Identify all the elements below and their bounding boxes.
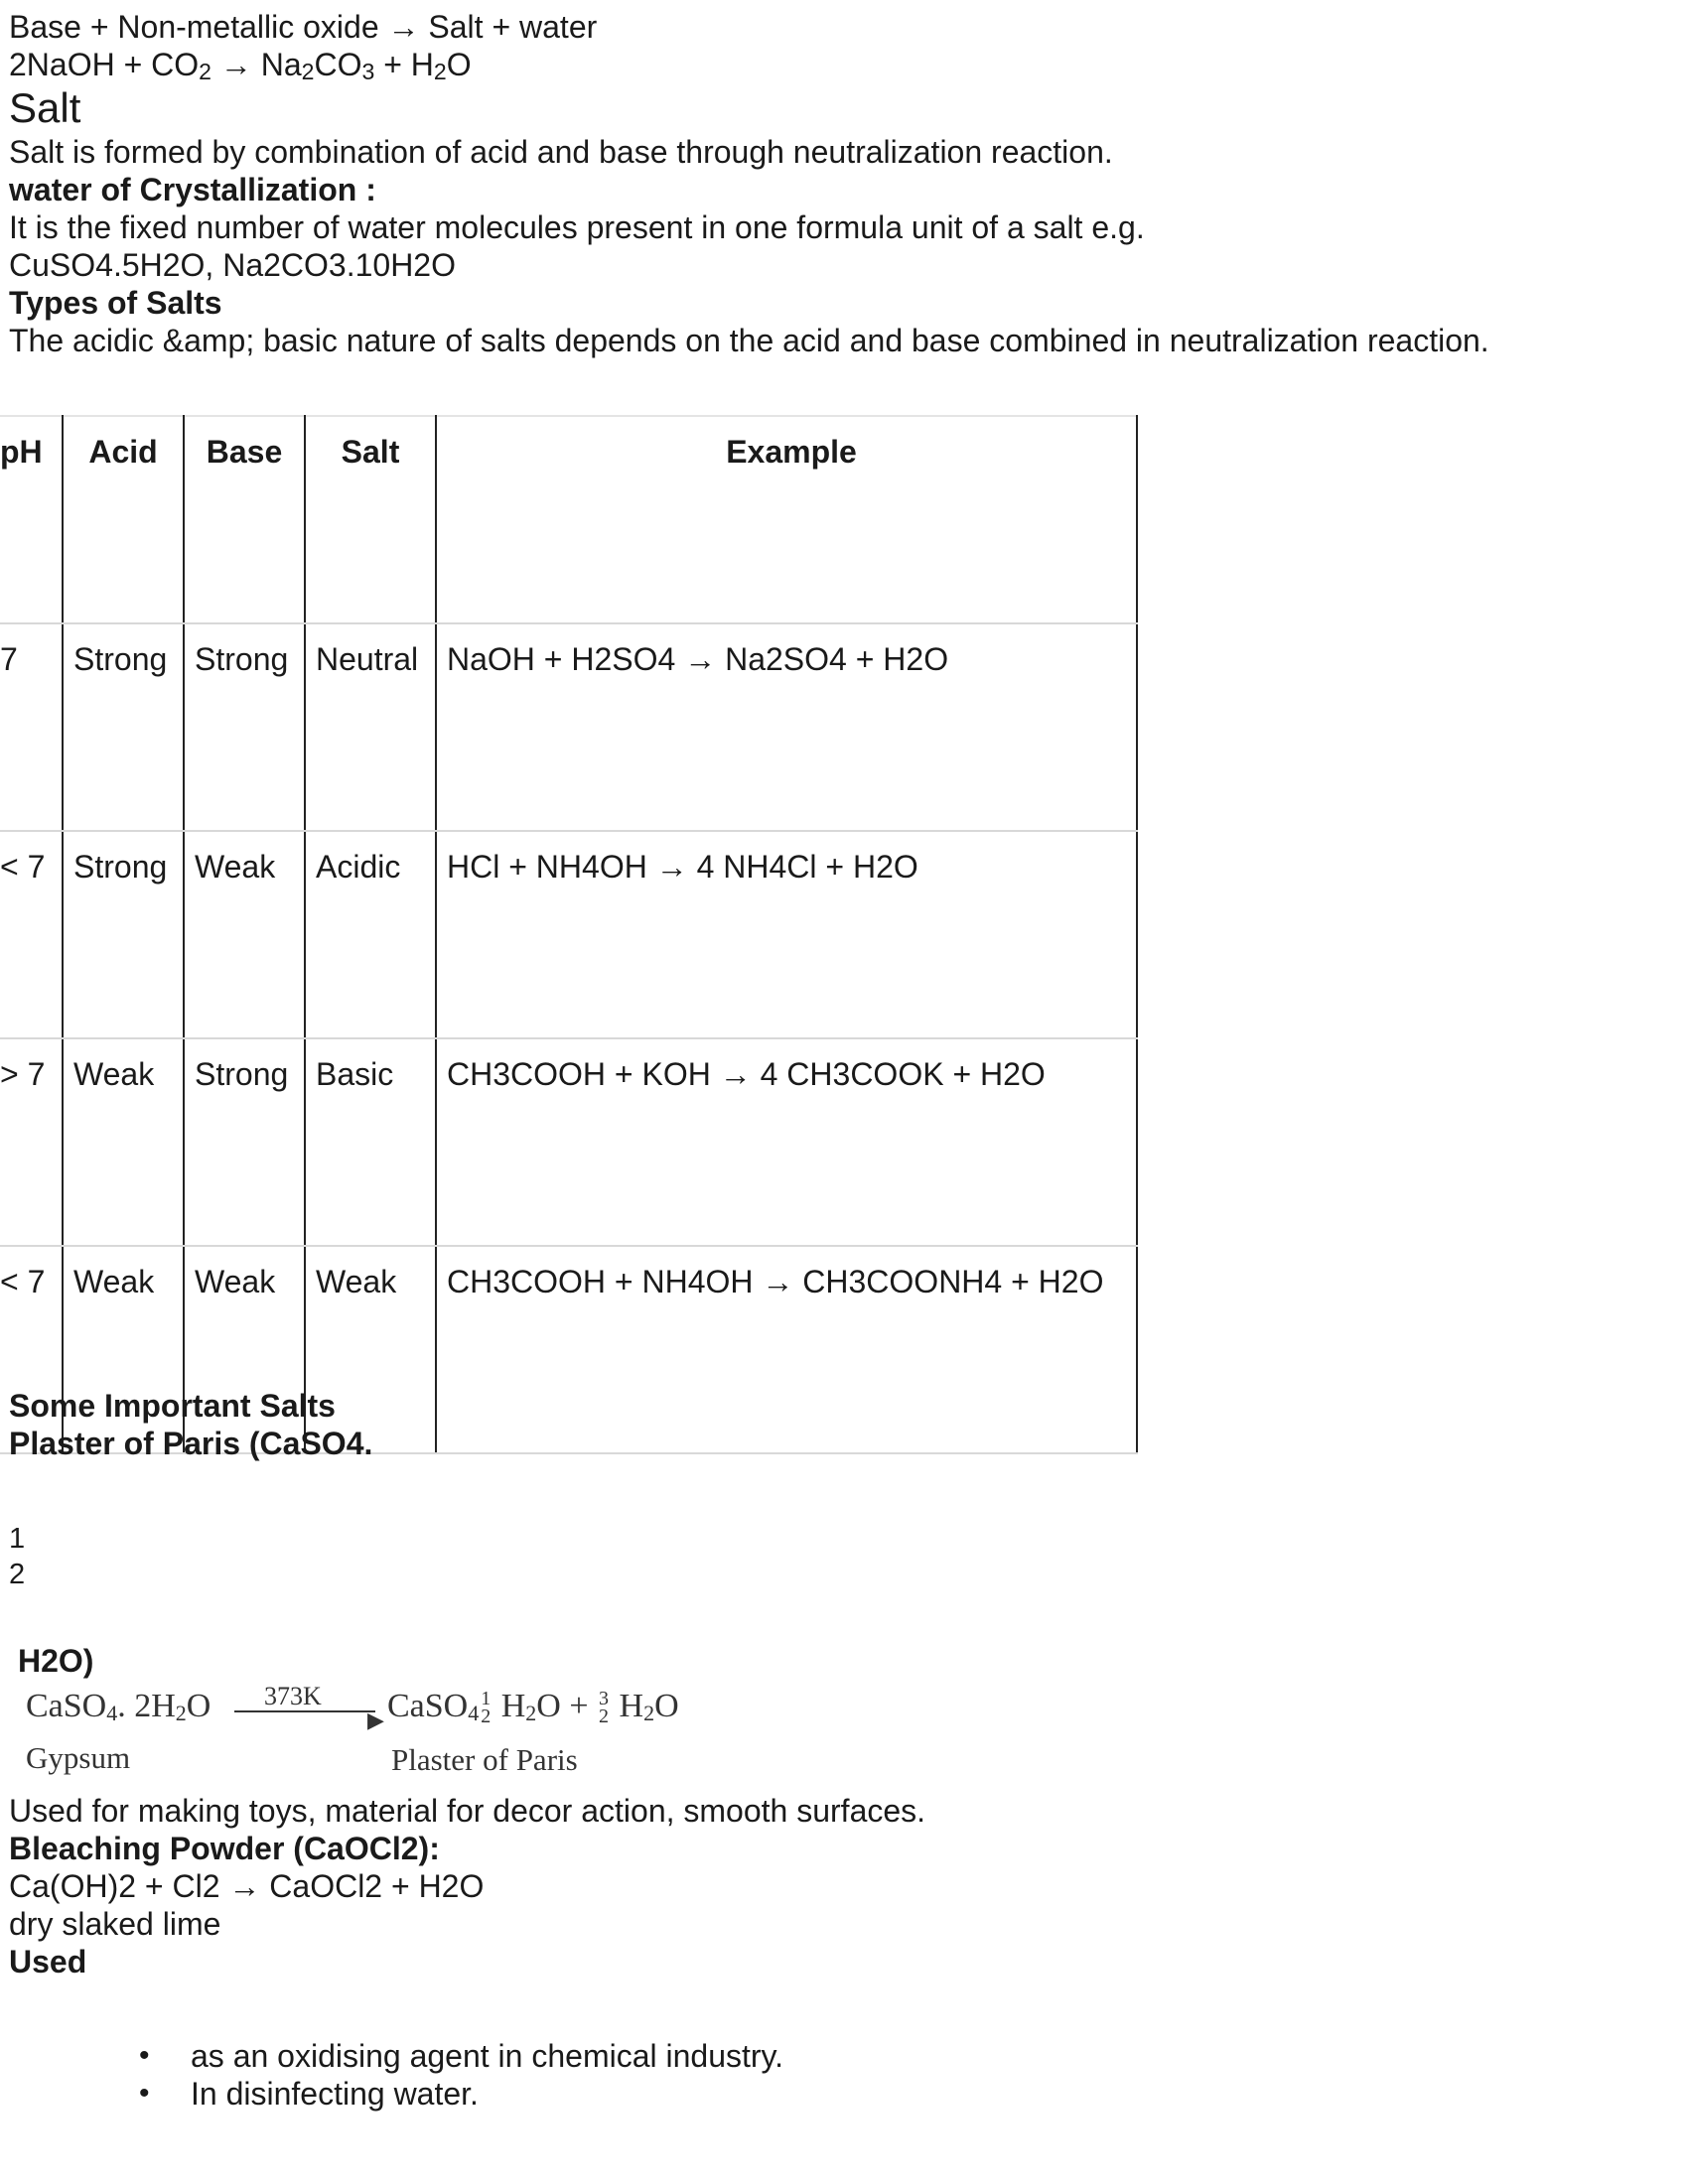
list-item: • In disinfecting water. <box>139 2076 479 2112</box>
cell-example: CH3COOH + NH4OH → CH3COONH4 + H2O <box>436 1246 1137 1453</box>
table-row <box>0 831 1137 1038</box>
cell-acid: Weak <box>63 1038 184 1246</box>
gypsum-equation <box>18 1678 693 1785</box>
reaction-naoh-co2: 2NaOH + $CO_2 \to Na_2CO_3 + H_2O$ <box>9 47 472 85</box>
woc-definition: It is the fixed number of water molecules present in one formula unit of a salt e.g. <box>9 209 1145 245</box>
cell-example: CH3COOH + KOH → 4 CH3COOK + H2O <box>436 1038 1137 1246</box>
cell-salt: Basic <box>305 1038 436 1246</box>
uses-list <box>0 2037 783 2113</box>
important-salts-section <box>9 1387 372 1462</box>
heading-some-important-salts: Some Important Salts <box>9 1388 336 1424</box>
cell-base: Strong <box>184 1038 305 1246</box>
eq-label-plaster: Plaster of Paris <box>391 1742 578 1777</box>
header-salt: Salt <box>305 416 436 623</box>
table-row <box>0 1038 1137 1246</box>
eq-arrow-icon: ▶ <box>367 1707 384 1732</box>
fraction-numerator: 1 <box>9 1523 26 1555</box>
table-header-row <box>0 416 1137 623</box>
cell-ph: > 7 <box>0 1038 63 1246</box>
heading-water-of-crystallization: water of Crystallization : <box>9 172 376 207</box>
cell-example: NaOH + H2SO4 → Na2SO4 + H2O <box>436 623 1137 831</box>
document-body <box>9 8 1677 359</box>
eq-reactant: CaSO$_4$. $2H_2O$ <box>26 1688 211 1725</box>
salt-types-table <box>0 415 1138 1454</box>
table-row <box>0 623 1137 831</box>
cell-ph: < 7 <box>0 1246 63 1453</box>
types-description: The acidic &amp; basic nature of salts depends on the acid and base combined in neutralization reaction. <box>9 323 1489 358</box>
eq-condition: 373K <box>264 1682 322 1710</box>
bleach-equation: Ca(OH)2 + Cl2 → CaOCl2 + H2O <box>9 1868 485 1904</box>
header-ph: pH <box>0 416 63 623</box>
bleaching-powder-section <box>9 1792 925 1980</box>
header-example: Example <box>436 416 1137 623</box>
cell-ph: < 7 <box>0 831 63 1038</box>
header-acid: Acid <box>63 416 184 623</box>
header-base: Base <box>184 416 305 623</box>
cell-ph: 7 <box>0 623 63 831</box>
salt-definition: Salt is formed by combination of acid and base through neutralization reaction. <box>9 134 1113 170</box>
cell-acid: Weak <box>63 1246 184 1453</box>
heading-plaster-of-paris: Plaster of Paris (CaSO4. <box>9 1426 373 1461</box>
heading-types-of-salts: Types of Salts <box>9 285 222 321</box>
cell-base: Weak <box>184 1246 305 1453</box>
eq-product: CaSO$_4$1 2 $H_2O + 3$ 2 $H_2O$ <box>387 1688 679 1727</box>
bleach-note: dry slaked lime <box>9 1906 221 1942</box>
cell-base: Strong <box>184 623 305 831</box>
fraction-half <box>9 1521 25 1592</box>
pop-h2o-tail: H2O) <box>18 1643 94 1679</box>
heading-used: Used <box>9 1944 87 1979</box>
heading-bleaching-powder: Bleaching Powder (CaOCl2): <box>9 1831 440 1866</box>
cell-acid: Strong <box>63 623 184 831</box>
cell-salt: Acidic <box>305 831 436 1038</box>
bullet-icon: • <box>139 2039 150 2072</box>
cell-example: HCl + NH4OH → 4 NH4Cl + H2O <box>436 831 1137 1038</box>
cell-base: Weak <box>184 831 305 1038</box>
uses-text: Used for making toys, material for decor action, smooth surfaces. <box>9 1793 926 1829</box>
reaction-general: Base + Non-metallic oxide → Salt + water <box>9 9 598 45</box>
fraction-denominator: 2 <box>9 1559 26 1590</box>
heading-salt: Salt <box>9 84 81 131</box>
eq-label-gypsum: Gypsum <box>26 1740 131 1775</box>
list-item: • as an oxidising agent in chemical industry. <box>139 2038 784 2074</box>
cell-acid: Strong <box>63 831 184 1038</box>
bullet-icon: • <box>139 2077 150 2110</box>
eq-arrow-line <box>234 1710 375 1712</box>
cell-salt: Neutral <box>305 623 436 831</box>
cell-salt: Weak <box>305 1246 436 1453</box>
woc-examples: CuSO4.5H2O, Na2CO3.10H2O <box>9 247 456 283</box>
